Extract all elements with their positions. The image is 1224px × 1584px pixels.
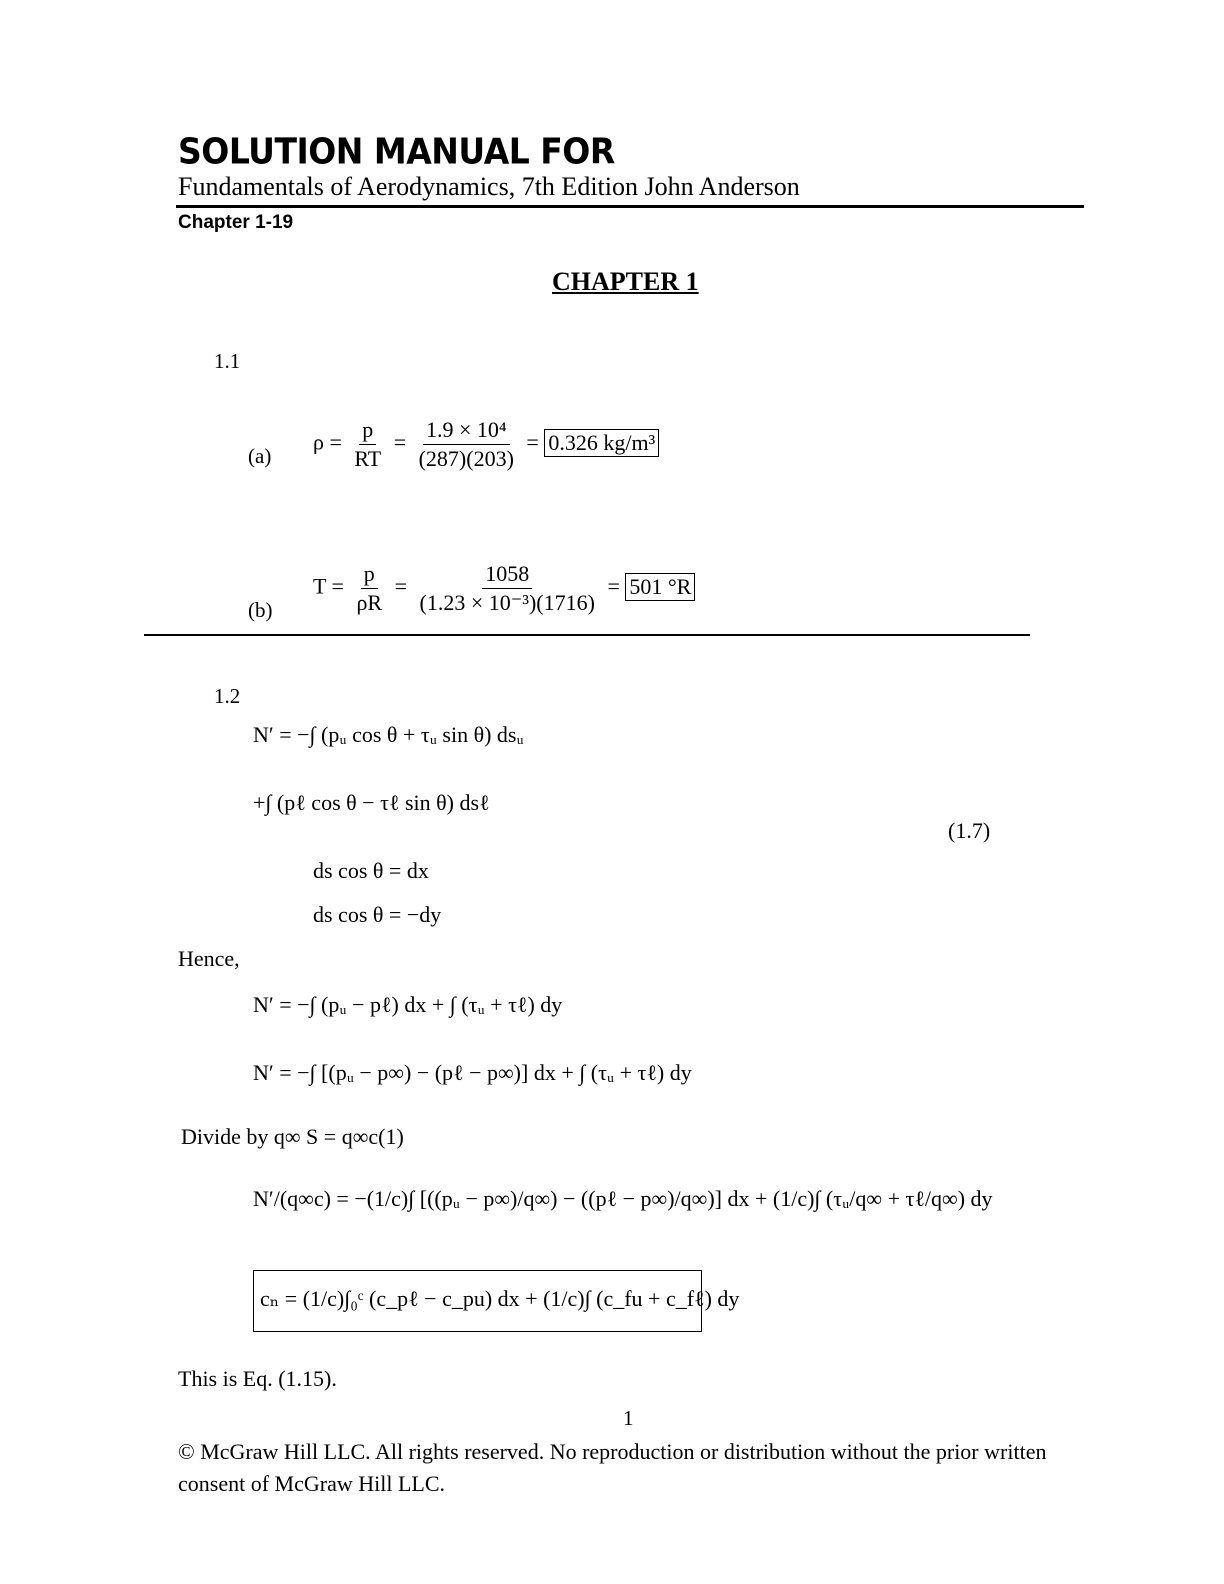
- chapter-title: CHAPTER 1: [552, 267, 699, 296]
- result-box: 501 °R: [625, 573, 695, 601]
- chapters-line: Chapter 1-19: [178, 212, 294, 233]
- copyright-footer: © McGraw Hill LLC. All rights reserved. No reproduction or distribution without the prior written consent of McGraw Hill LLC.: [178, 1439, 1047, 1496]
- fraction: $\frac{\text{1.9 × 10⁴}}{(287)(203)}$: [418, 417, 514, 472]
- equation-1-2-final: cₙ = (1/c)∫₀ᶜ (c_pℓ − c_pu) dx + (1/c)∫ (c_fu + c_fℓ) dy: [260, 1286, 740, 1311]
- equation-1-2-line1: N′ = −∫ (pᵤ cos θ + τᵤ sin θ) dsᵤ: [253, 722, 524, 747]
- result-box: 0.326 kg/m³: [544, 429, 659, 457]
- hence-text: Hence,: [178, 946, 240, 971]
- equation-1-2-line3: N′ = −∫ (pᵤ − pℓ) dx + ∫ (τᵤ + τℓ) dy: [253, 992, 563, 1017]
- fraction: $\frac{p}{RT}$: [354, 417, 382, 472]
- document-subtitle: Fundamentals of Aerodynamics, 7th Edition John Anderson: [178, 172, 800, 201]
- problem-number-1-1: 1.1: [214, 349, 241, 373]
- header-divider: [176, 205, 1084, 208]
- equation-1-2-line2: +∫ (pℓ cos θ − τℓ sin θ) dsℓ: [253, 790, 490, 815]
- closing-text: This is Eq. (1.15).: [178, 1366, 337, 1391]
- equation-1-2-line4: N′ = −∫ [(pᵤ − p∞) − (pℓ − p∞)] dx + ∫ (τᵤ + τℓ) dy: [253, 1060, 692, 1085]
- part-a-label: (a): [248, 444, 272, 468]
- fraction: $\frac{1058}{\text{(1.23 × 10⁻³)(1716)}}$: [419, 561, 595, 616]
- fraction: $\frac{p}{\rho R}$: [356, 561, 383, 616]
- problem-divider: [144, 634, 1030, 636]
- relation-dx: ds cos θ = dx: [313, 858, 429, 883]
- document-heading: SOLUTION MANUAL FOR: [178, 130, 615, 173]
- problem-number-1-2: 1.2: [214, 684, 241, 708]
- equation-1-2-line5: N′/(q∞c) = −(1/c)∫ [((pᵤ − p∞)/q∞) − ((pℓ − p∞)/q∞)] dx + (1/c)∫ (τᵤ/q∞ + τℓ/q∞) dy: [253, 1186, 993, 1211]
- equation-1-1a: ρ = $\frac{p}{RT}$ = $\frac{\text{1.9 × 10⁴}}{(287)(203)}$ = 0.326 kg/m³: [313, 418, 659, 471]
- part-b-label: (b): [248, 598, 273, 622]
- eq-lhs: ρ =: [313, 429, 342, 455]
- page-number: 1: [623, 1406, 634, 1430]
- equation-reference: (1.7): [948, 818, 991, 843]
- divide-text: Divide by q∞ S = q∞c(1): [181, 1124, 404, 1149]
- equation-1-1b: T = $\frac{p}{\rho R}$ = $\frac{1058}{\text{(1.23 × 10⁻³)(1716)}}$ = 501 °R: [313, 562, 695, 615]
- relation-dy: ds cos θ = −dy: [313, 902, 442, 927]
- eq-lhs: T =: [313, 573, 344, 599]
